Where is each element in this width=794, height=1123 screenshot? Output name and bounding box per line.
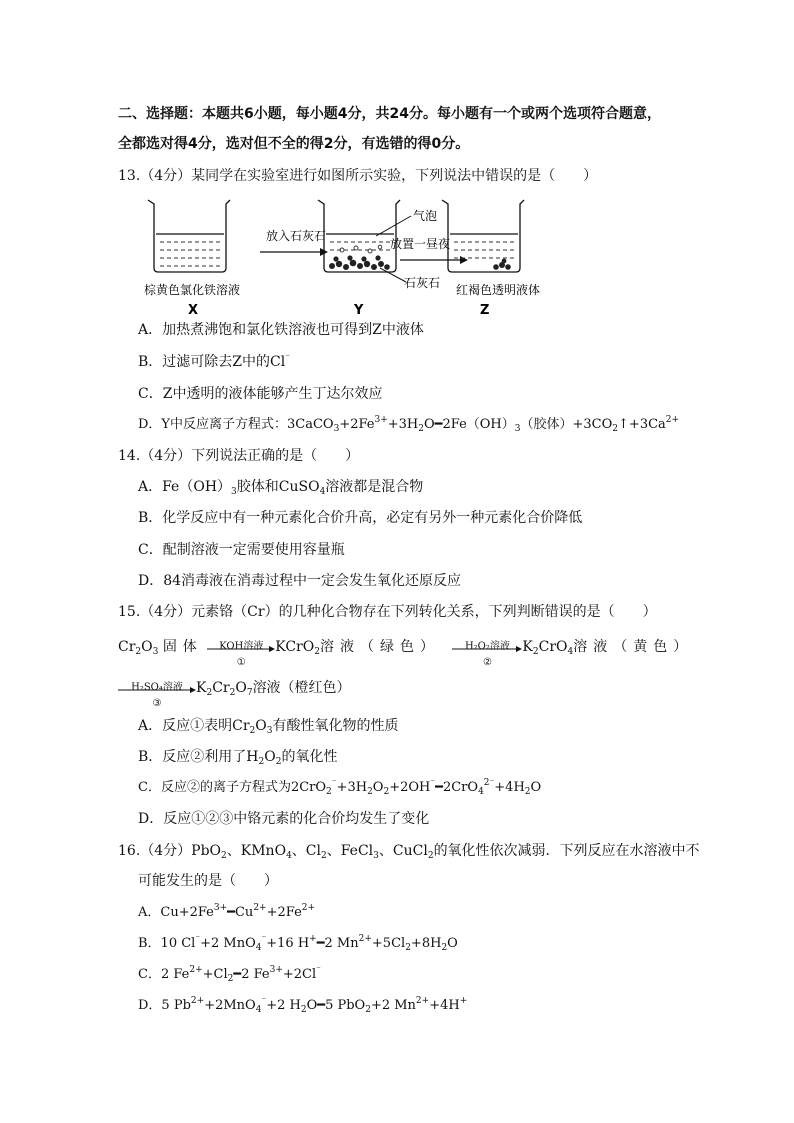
q15-option-a: A．反应①表明$Cr_2O_3$有酸性氧化物的性质	[138, 718, 399, 736]
q13-option-b: B．过滤可除去Z中的Cl⁻	[138, 353, 290, 370]
arrow-reaction-3: H₂SO₄溶液 ③	[118, 681, 196, 695]
q15-option-c: C．反应②的离子方程式为$2CrO_2^{^-}+3H_2O_2+2OH^{^-}━2CrO_4^{2^-}+4H_2O$	[138, 778, 542, 797]
bubbles-y	[340, 245, 382, 253]
beaker-x	[148, 200, 230, 272]
arrow-1	[260, 248, 328, 256]
q16-option-b: B．10 Cl⁻+2 MnO$_4$⁻+16 H+━2 $Mn^{2+}+5Cl_2+8H_2O$	[138, 934, 458, 953]
arrow-2	[400, 256, 468, 264]
solution-z	[454, 242, 514, 258]
q13-stem: 13.（4分）某同学在实验室进行如图所示实验，下列说法中错误的是（ ）	[118, 168, 598, 184]
q14-option-d: D．84消毒液在消毒过程中一定会发生氧化还原反应	[138, 573, 462, 589]
q14-option-a: A．$Fe(OH)_3$胶体和CuSO$_4$溶液都是混合物	[138, 479, 424, 497]
label-z: Z	[480, 303, 490, 318]
beaker-z	[442, 200, 524, 272]
q14-option-b: B．化学反应中有一种元素化合价升高，必定有另外一种元素化合价降低	[138, 510, 583, 526]
q16-stem-line1: 16.（4分）PbO$_2$、KMnO$_4$、$Cl_2$、FeCl$_3$、CuCl$_2$的氧化性依次减弱．下列反应在水溶液中不	[118, 843, 700, 861]
q14-stem: 14.（4分）下列说法正确的是（ ）	[118, 448, 360, 464]
q16-option-a: A．$Cu+2Fe^{3+}━Cu^{2+}+2Fe^{2+}$	[138, 903, 316, 920]
q14-option-c: C．配制溶液一定需要使用容量瓶	[138, 542, 345, 558]
limestone-pointer	[380, 268, 406, 282]
label-x-solution: 棕黄色氯化铁溶液	[144, 283, 241, 297]
q16-option-d: D．5 $Pb^{2+}+2MnO_4^{^-}+2$ $H_2O━5$ PbO$_2$+2 $Mn^{2+}+4H^+$	[138, 996, 468, 1015]
step1-label: 放入石灰石	[266, 229, 327, 243]
q13-option-d: D．Y中反应离子方程式：$3CaCO_3+2Fe^{3+}+3H_2O━2Fe(OH)_3$（胶体）$+3CO_2↑+3Ca^{2+}$	[138, 415, 680, 434]
q15-chain-line1: $Cr_2O_3$ 固体 KOH溶液 ① KCrO$_2$溶液（绿色） H₂O₂溶液 ② $K_2CrO_4$溶液（黄色）	[118, 639, 694, 668]
q13-option-c: C．Z中透明的液体能够产生丁达尔效应	[138, 386, 383, 402]
limestone-label: 石灰石	[404, 276, 441, 290]
arrow-reaction-2: H₂O₂溶液 ②	[452, 640, 522, 654]
bubble-pointer	[376, 216, 411, 236]
q13-experiment-figure	[118, 190, 698, 320]
q16-stem-line2: 可能发生的是（ ）	[138, 873, 278, 889]
q15-option-b: B．反应②利用了$H_2O_2$的氧化性	[138, 749, 338, 767]
solution-x	[160, 242, 220, 266]
label-z-solution: 红褐色透明液体	[456, 283, 541, 297]
q16-option-c: C．2 $Fe^{2+}+Cl_2━2$ $Fe^{3+}+2Cl^{^-}$	[138, 965, 321, 984]
step2-text: 放置一昼夜	[390, 237, 451, 251]
limestone-z	[493, 259, 511, 270]
beaker-y	[318, 200, 400, 272]
section-heading-line2: 全都选对得4分，选对但不全的得2分，有选错的得0分。	[118, 136, 470, 152]
q15-option-d: D．反应①②③中铬元素的化合价均发生了变化	[138, 811, 430, 827]
label-y: Y	[354, 303, 364, 318]
q15-chain-line2: H₂SO₄溶液 ③ $K_2Cr_2O_7$溶液（橙红色）	[118, 678, 351, 698]
q13-option-a: A．加热煮沸饱和氯化铁溶液也可得到Z中液体	[138, 322, 424, 338]
bubble-label: 气泡	[413, 209, 438, 223]
arrow-reaction-1: KOH溶液 ①	[207, 640, 275, 654]
section-heading-line1: 二、选择题：本题共6小题，每小题4分，共24分。每小题有一个或两个选项符合题意，	[118, 106, 661, 122]
label-x: X	[188, 303, 199, 318]
q15-stem: 15.（4分）元素铬（Cr）的几种化合物存在下列转化关系，下列判断错误的是（ ）	[118, 604, 657, 620]
